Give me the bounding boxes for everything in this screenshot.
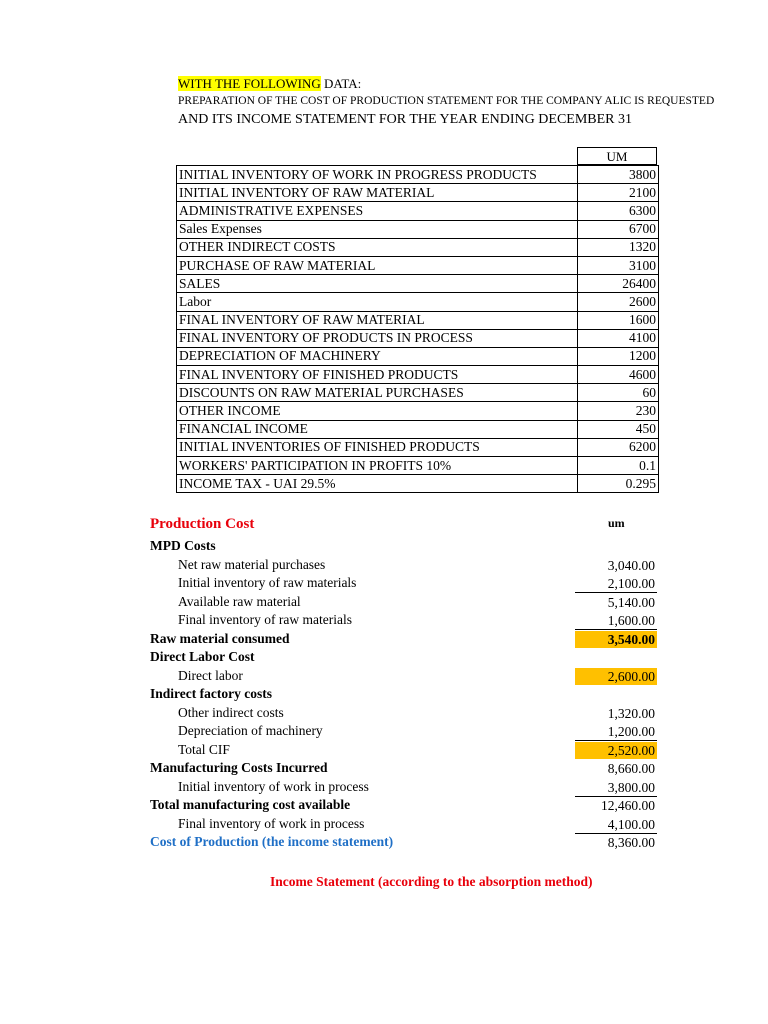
- input-value: 2100: [578, 184, 659, 202]
- row-amount: 1,320.00: [607, 705, 655, 721]
- input-value: 1320: [578, 238, 659, 256]
- input-value: 0.1: [578, 457, 659, 475]
- intro-line-1: [178, 76, 361, 92]
- row-amount: 8,660.00: [607, 761, 655, 776]
- row-amount: 1,600.00: [575, 612, 657, 630]
- um-column-header: UM: [577, 147, 657, 165]
- input-row: [177, 366, 659, 384]
- input-value: 1200: [578, 347, 659, 365]
- input-row: [177, 457, 659, 475]
- input-row: [177, 347, 659, 365]
- row-amount: 3,800.00: [575, 779, 657, 797]
- row-label: Indirect factory costs: [150, 686, 272, 701]
- input-value: 6200: [578, 438, 659, 456]
- input-row: [177, 220, 659, 238]
- row-amount: 3,540.00: [575, 631, 657, 648]
- input-row: [177, 311, 659, 329]
- production-cost-row: [150, 557, 660, 575]
- production-cost-row: [150, 538, 660, 556]
- row-label: Raw material consumed: [150, 630, 290, 646]
- production-cost-row: [150, 575, 660, 593]
- input-row: [177, 184, 659, 202]
- intro-rest: DATA:: [320, 76, 362, 91]
- input-value: 6700: [578, 220, 659, 238]
- input-value: 4100: [578, 329, 659, 347]
- row-label: Depreciation of machinery: [178, 723, 323, 738]
- production-cost-row: [150, 686, 660, 704]
- row-label: Direct labor: [178, 667, 243, 683]
- production-cost-row: [150, 834, 660, 852]
- input-label: SALES: [177, 275, 578, 293]
- input-value: 3800: [578, 166, 659, 184]
- production-cost-row: [150, 742, 660, 760]
- input-row: [177, 475, 659, 493]
- intro-line-2: PREPARATION OF THE COST OF PRODUCTION STATEMENT FOR THE COMPANY ALIC IS REQUESTED: [178, 95, 715, 107]
- row-label: Initial inventory of work in process: [178, 778, 369, 794]
- input-row: [177, 402, 659, 420]
- input-value: 450: [578, 420, 659, 438]
- input-value: 4600: [578, 366, 659, 384]
- input-label: INCOME TAX - UAI 29.5%: [177, 475, 578, 493]
- input-label: WORKERS' PARTICIPATION IN PROFITS 10%: [177, 457, 578, 475]
- input-label: FINANCIAL INCOME: [177, 420, 578, 438]
- input-label: DISCOUNTS ON RAW MATERIAL PURCHASES: [177, 384, 578, 402]
- production-cost-row: [150, 779, 660, 797]
- input-label: FINAL INVENTORY OF PRODUCTS IN PROCESS: [177, 329, 578, 347]
- row-label: Other indirect costs: [178, 704, 284, 720]
- row-amount: 2,600.00: [575, 668, 657, 685]
- row-label: Net raw material purchases: [178, 556, 326, 572]
- production-cost-row: [150, 631, 660, 649]
- input-row: [177, 438, 659, 456]
- input-row: [177, 384, 659, 402]
- row-amount: 12,460.00: [601, 798, 655, 813]
- row-amount: 4,100.00: [575, 816, 657, 834]
- input-label: OTHER INCOME: [177, 402, 578, 420]
- input-row: [177, 256, 659, 274]
- input-label: FINAL INVENTORY OF RAW MATERIAL: [177, 311, 578, 329]
- input-label: ADMINISTRATIVE EXPENSES: [177, 202, 578, 220]
- input-label: Sales Expenses: [177, 220, 578, 238]
- production-cost-row: [150, 594, 660, 612]
- production-cost-row: [150, 668, 660, 686]
- row-label: MPD Costs: [150, 538, 216, 553]
- input-label: INITIAL INVENTORIES OF FINISHED PRODUCTS: [177, 438, 578, 456]
- input-value: 230: [578, 402, 659, 420]
- income-statement-title: Income Statement (according to the absorption method): [270, 874, 593, 889]
- input-value: 0.295: [578, 475, 659, 493]
- input-row: [177, 166, 659, 184]
- row-amount: 3,040.00: [607, 557, 655, 573]
- input-value: 1600: [578, 311, 659, 329]
- input-value: 2600: [578, 293, 659, 311]
- production-cost-row: [150, 649, 660, 667]
- row-label: Final inventory of raw materials: [178, 612, 352, 627]
- input-value: 26400: [578, 275, 659, 293]
- row-label: Cost of Production (the income statement): [150, 834, 394, 849]
- production-cost-unit: um: [608, 516, 625, 530]
- row-amount: 5,140.00: [607, 594, 655, 610]
- input-label: PURCHASE OF RAW MATERIAL: [177, 256, 578, 274]
- input-label: INITIAL INVENTORY OF WORK IN PROGRESS PRODUCTS: [177, 166, 578, 184]
- production-cost-row: [150, 705, 660, 723]
- production-cost-title: Production Cost: [150, 516, 255, 532]
- input-row: [177, 275, 659, 293]
- row-amount: 2,100.00: [575, 575, 657, 593]
- input-value: 3100: [578, 256, 659, 274]
- input-row: [177, 329, 659, 347]
- input-label: Labor: [177, 293, 578, 311]
- intro-line-3: AND ITS INCOME STATEMENT FOR THE YEAR ENDING DECEMBER 31: [178, 112, 633, 127]
- input-row: [177, 202, 659, 220]
- production-cost-row: [150, 723, 660, 741]
- input-data-table: [176, 165, 659, 493]
- row-label: Direct Labor Cost: [150, 649, 255, 664]
- row-amount: 8,360.00: [607, 835, 655, 850]
- row-amount: 2,520.00: [575, 742, 657, 759]
- production-cost-row: [150, 760, 660, 778]
- row-label: Available raw material: [178, 593, 301, 609]
- input-row: [177, 420, 659, 438]
- production-cost-row: [150, 797, 660, 815]
- input-row: [177, 238, 659, 256]
- row-label: Initial inventory of raw materials: [178, 575, 357, 590]
- row-label: Manufacturing Costs Incurred: [150, 760, 328, 775]
- input-value: 6300: [578, 202, 659, 220]
- production-cost-row: [150, 816, 660, 834]
- input-value: 60: [578, 384, 659, 402]
- row-amount: 1,200.00: [575, 723, 657, 741]
- row-label: Total CIF: [178, 741, 230, 757]
- input-row: [177, 293, 659, 311]
- intro-highlight: WITH THE FOLLOWING: [178, 76, 321, 91]
- row-label: Total manufacturing cost available: [150, 797, 351, 812]
- input-label: FINAL INVENTORY OF FINISHED PRODUCTS: [177, 366, 578, 384]
- input-label: OTHER INDIRECT COSTS: [177, 238, 578, 256]
- row-label: Final inventory of work in process: [178, 815, 365, 831]
- production-cost-row: [150, 612, 660, 630]
- input-label: DEPRECIATION OF MACHINERY: [177, 347, 578, 365]
- input-label: INITIAL INVENTORY OF RAW MATERIAL: [177, 184, 578, 202]
